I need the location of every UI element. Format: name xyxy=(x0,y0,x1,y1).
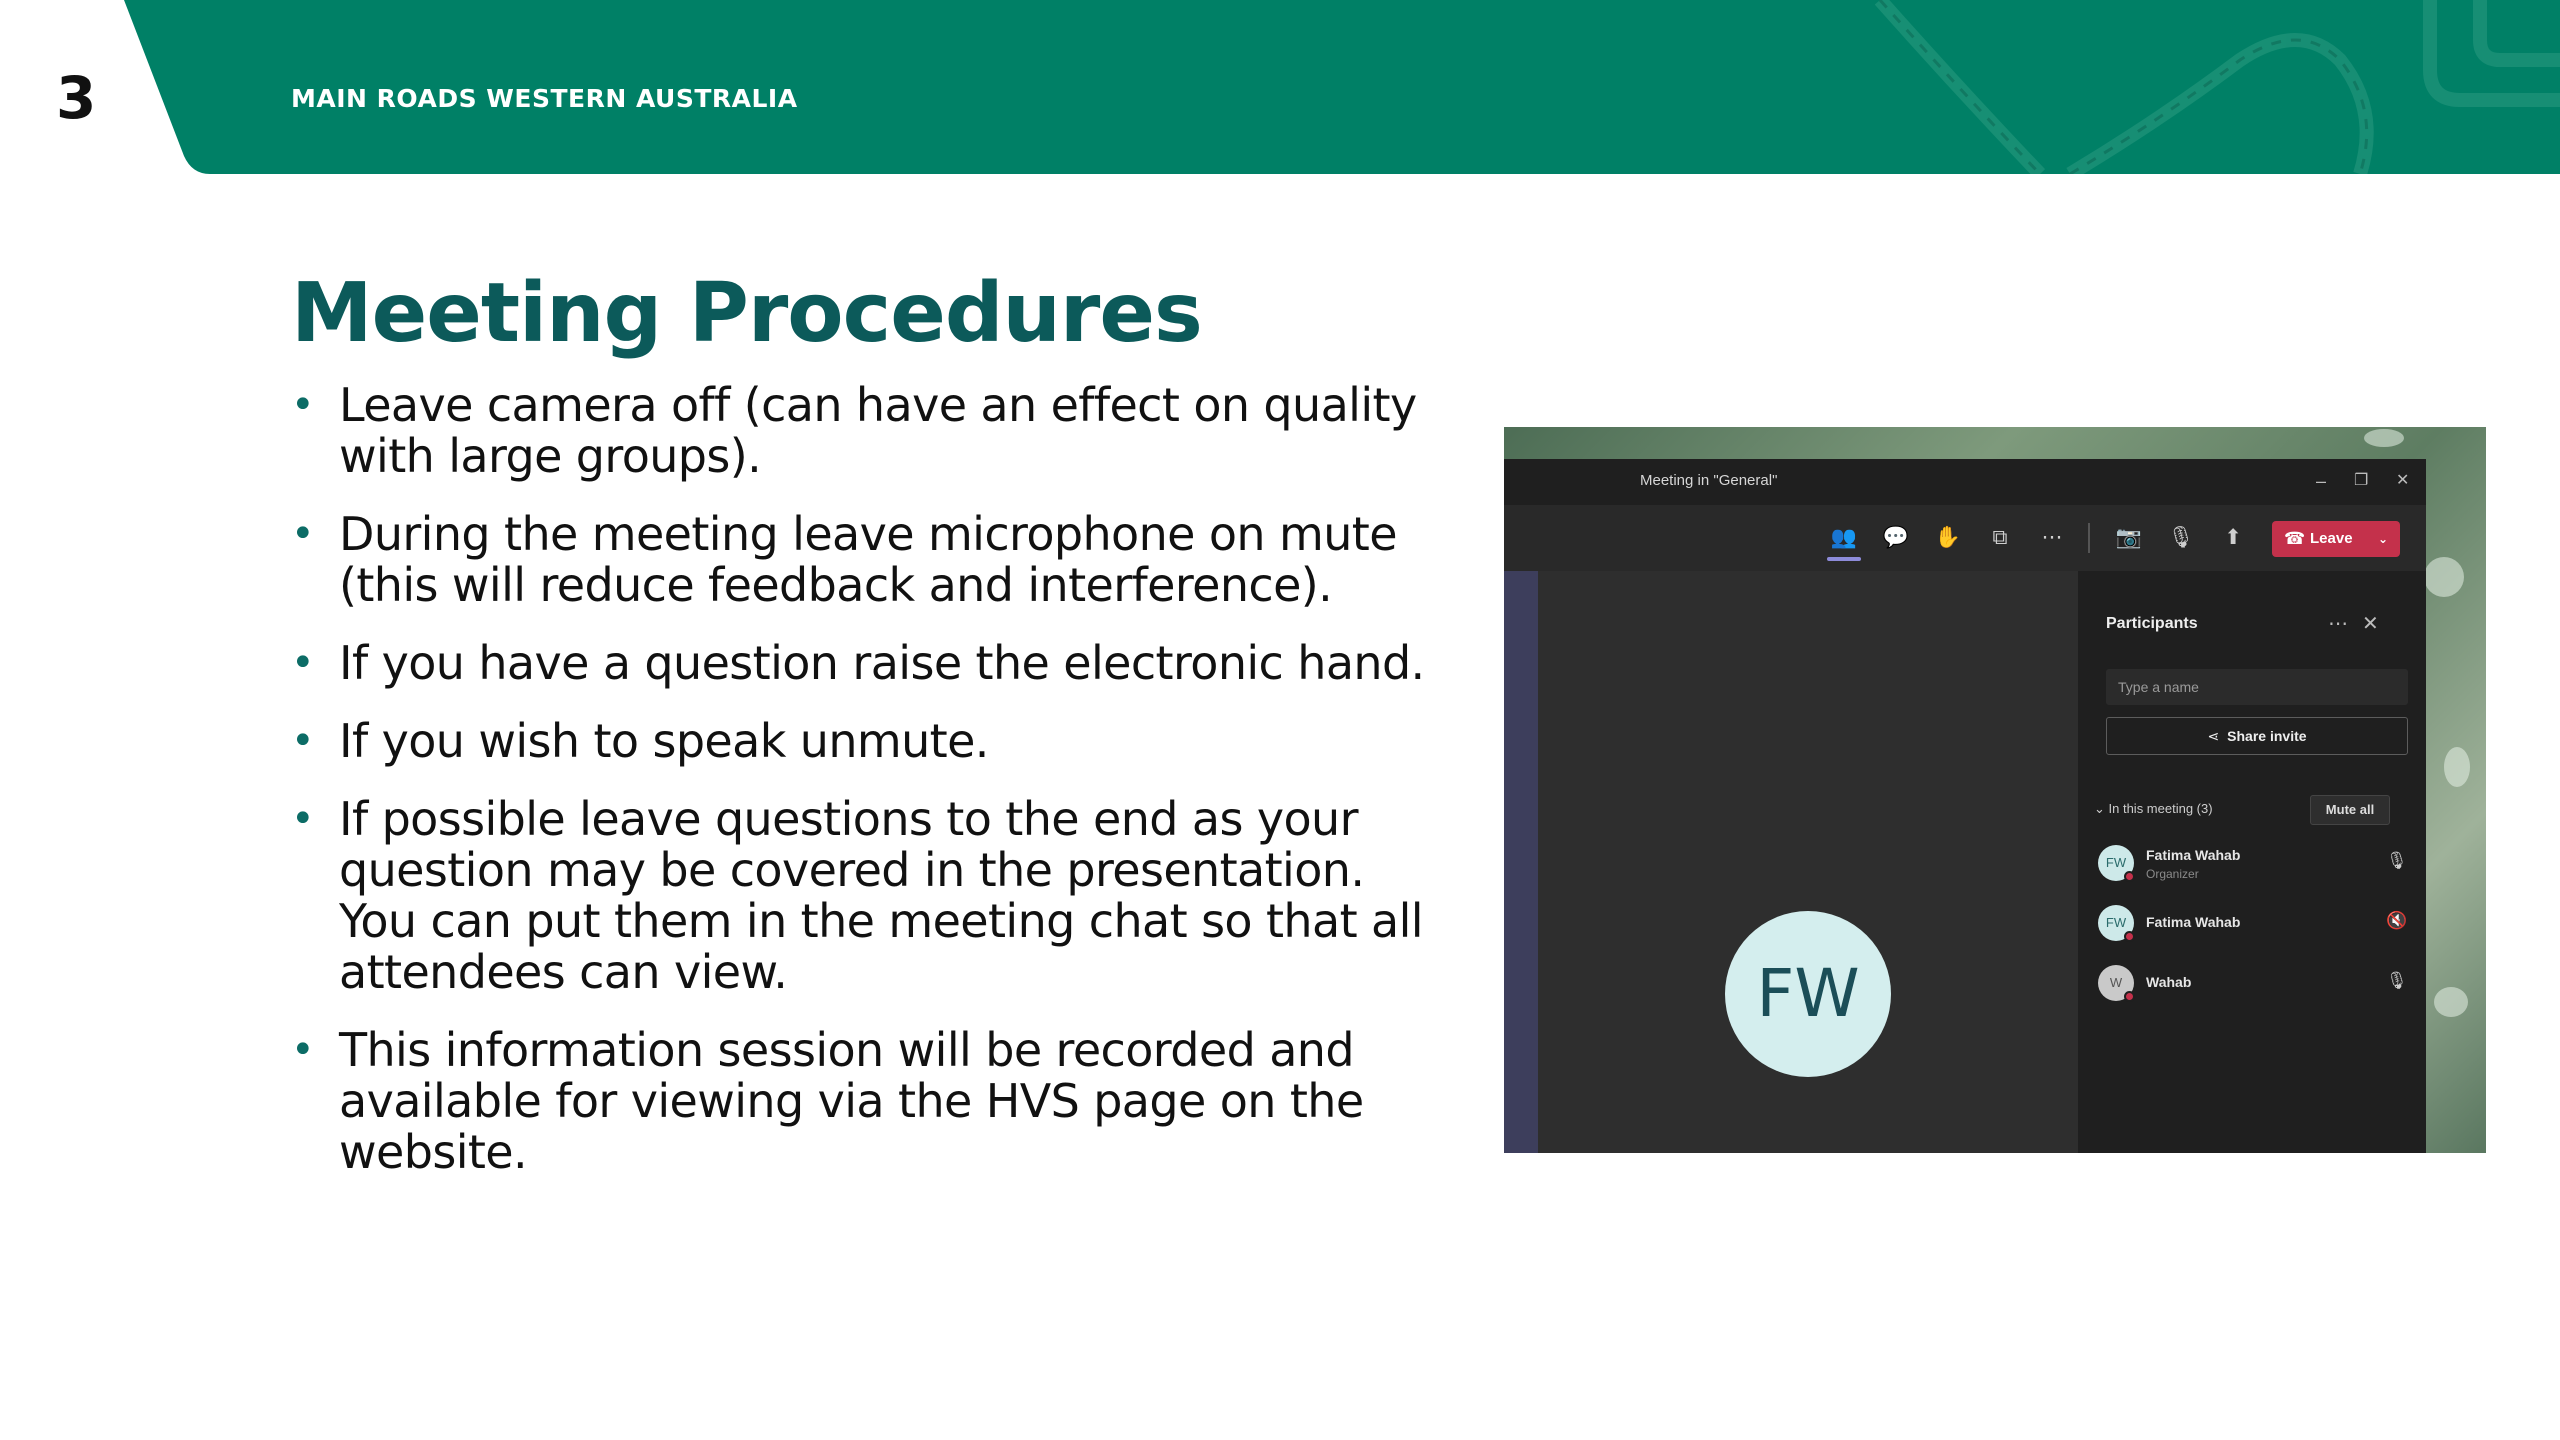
organization-name: MAIN ROADS WESTERN AUSTRALIA xyxy=(291,84,798,113)
toolbar-divider xyxy=(2088,523,2090,553)
bullet-item xyxy=(291,794,1431,998)
background-leaf-highlight xyxy=(2434,987,2468,1017)
bullet-dot: • xyxy=(291,718,314,764)
bullet-text: This information session will be recorded and available for viewing via the HVS page on the website. xyxy=(339,1023,1364,1179)
participant-row[interactable] xyxy=(2098,901,2408,945)
phone-hangup-icon: ☎ xyxy=(2284,529,2306,548)
participant-avatar: FW xyxy=(2098,905,2134,941)
participant-avatar: W xyxy=(2098,965,2134,1001)
participant-avatar: FW xyxy=(2098,845,2134,881)
window-title-bar xyxy=(1504,459,2426,505)
chat-icon[interactable]: 💬 xyxy=(1882,526,1910,549)
close-panel-icon[interactable]: ✕ xyxy=(2362,613,2379,635)
meeting-title: Meeting in "General" xyxy=(1640,472,1778,489)
more-actions-icon[interactable]: ⋯ xyxy=(2041,526,2063,549)
mute-all-button[interactable]: Mute all xyxy=(2310,795,2390,825)
bullet-dot: • xyxy=(291,1027,314,1073)
participants-panel-title: Participants xyxy=(2106,615,2198,632)
participants-icon[interactable]: 👥 xyxy=(1830,526,1858,549)
bullet-item xyxy=(291,1025,1431,1178)
speaker-avatar: FW xyxy=(1725,911,1891,1077)
restore-icon[interactable]: ❐ xyxy=(2354,472,2369,489)
bullet-text: Leave camera off (can have an effect on quality with large groups). xyxy=(339,378,1417,483)
page-title: Meeting Procedures xyxy=(291,266,1202,361)
participants-panel xyxy=(2078,571,2426,1153)
microphone-icon[interactable]: 🎙 xyxy=(2167,526,2195,549)
meeting-stage xyxy=(1504,571,2078,1153)
slide-number: 3 xyxy=(56,64,97,132)
microphone-muted-icon: 🔇 xyxy=(2386,911,2408,930)
bullet-text: If you have a question raise the electronic hand. xyxy=(339,636,1425,690)
presence-status-dot xyxy=(2124,991,2135,1002)
camera-off-icon[interactable]: 📷 xyxy=(2115,526,2143,549)
reactions-icon[interactable]: ✋ xyxy=(1934,526,1962,549)
background-leaf-highlight xyxy=(2364,429,2404,447)
participant-search-input[interactable] xyxy=(2106,669,2408,705)
bullet-item xyxy=(291,716,1431,767)
bullet-item xyxy=(291,638,1431,689)
rooms-icon[interactable]: ⧉ xyxy=(1992,526,2008,549)
teams-meeting-screenshot xyxy=(1504,427,2486,1153)
header-band xyxy=(0,0,2560,174)
in-meeting-section-toggle[interactable]: ⌄ In this meeting (3) xyxy=(2094,801,2213,816)
bullet-dot: • xyxy=(291,796,314,842)
share-invite-button[interactable] xyxy=(2106,717,2408,755)
background-leaf-highlight xyxy=(2444,747,2470,787)
bullet-item xyxy=(291,380,1431,482)
participant-row[interactable] xyxy=(2098,841,2408,885)
presence-status-dot xyxy=(2124,871,2135,882)
presence-status-dot xyxy=(2124,931,2135,942)
bullet-dot: • xyxy=(291,511,314,557)
participant-name: Fatima Wahab xyxy=(2146,914,2241,930)
bullet-text: If you wish to speak unmute. xyxy=(339,714,989,768)
participant-name: Wahab xyxy=(2146,974,2192,990)
participant-row[interactable] xyxy=(2098,961,2408,1005)
share-icon: ⋖ xyxy=(2207,728,2220,744)
bullet-list xyxy=(291,380,1431,1205)
microphone-icon: 🎙 xyxy=(2386,851,2408,870)
leave-label: Leave xyxy=(2310,530,2353,547)
close-icon[interactable]: ✕ xyxy=(2396,472,2410,489)
stage-side-strip xyxy=(1504,571,1538,1153)
active-tab-underline xyxy=(1827,557,1861,561)
participant-name: Fatima Wahab xyxy=(2146,847,2241,863)
participant-role: Organizer xyxy=(2146,867,2199,881)
minimize-icon[interactable]: – xyxy=(2316,471,2327,491)
bullet-text: During the meeting leave microphone on mute (this will reduce feedback and interference). xyxy=(339,507,1397,612)
background-leaf-highlight xyxy=(2424,557,2464,597)
microphone-icon: 🎙 xyxy=(2386,971,2408,990)
chevron-down-icon[interactable]: ⌄ xyxy=(2377,532,2388,546)
leave-button[interactable] xyxy=(2272,521,2400,557)
bullet-dot: • xyxy=(291,640,314,686)
meeting-toolbar xyxy=(1504,505,2426,571)
more-options-icon[interactable]: ⋯ xyxy=(2328,613,2348,635)
share-screen-icon[interactable]: ⬆ xyxy=(2224,526,2242,549)
bullet-dot: • xyxy=(291,382,314,428)
share-invite-label: Share invite xyxy=(2227,728,2307,744)
bullet-item xyxy=(291,509,1431,611)
bullet-text: If possible leave questions to the end as your question may be covered in the presentation. You can put them in the meeting chat so that all attendees can view. xyxy=(339,792,1423,999)
